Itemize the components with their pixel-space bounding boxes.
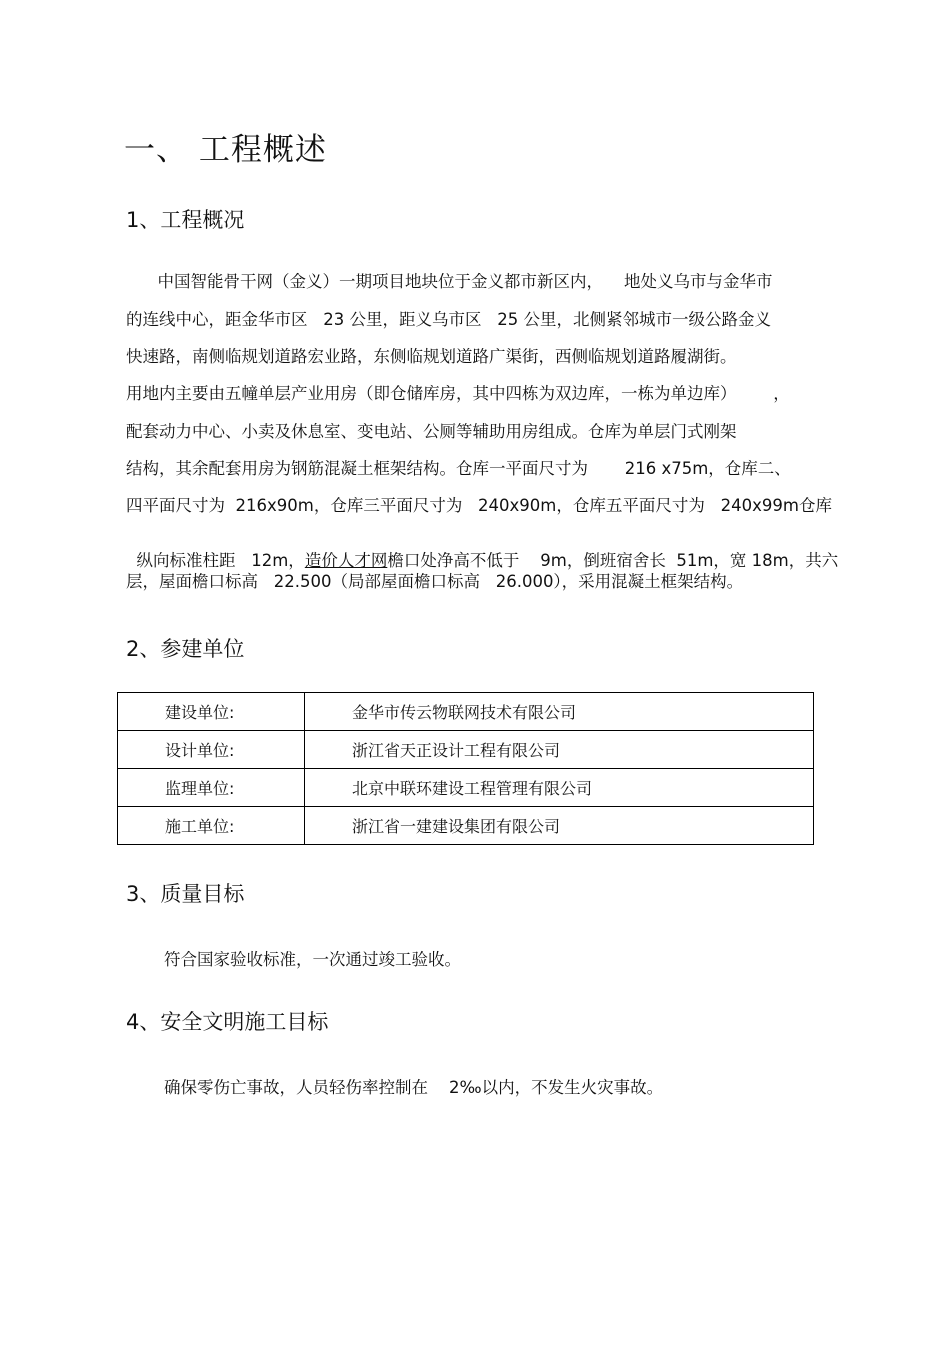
table-row — [118, 731, 814, 769]
paragraph-line: 的连线中心，距金华市区 23 公里，距义乌市区 25 公里，北侧紧邻城市一级公路金义 — [126, 310, 771, 329]
table-row — [118, 693, 814, 731]
table-row — [118, 769, 814, 807]
unit-label: 监理单位: — [118, 769, 305, 807]
paragraph-line: 中国智能骨干网（金义）一期项目地块位于金义都市新区内， 地处义乌市与金华市 — [126, 272, 773, 291]
unit-label: 设计单位: — [118, 731, 305, 769]
paragraph-text: 纵向标准柱距 12m， — [136, 550, 305, 570]
section-heading-overview: 1、工程概况 — [126, 208, 245, 232]
section-heading-safety: 4、安全文明施工目标 — [126, 1010, 329, 1034]
safety-text: 确保零伤亡事故，人员轻伤率控制在 2‰以内，不发生火灾事故。 — [164, 1078, 664, 1097]
unit-value: 浙江省天正设计工程有限公司 — [305, 731, 814, 769]
paragraph-line: 结构，其余配套用房为钢筋混凝土框架结构。仓库一平面尺寸为 216 x75m，仓库二、 — [126, 459, 791, 478]
paragraph-line: 配套动力中心、小卖及休息室、变电站、公厕等辅助用房组成。仓库为单层门式刚架 — [126, 422, 737, 441]
unit-value: 金华市传云物联网技术有限公司 — [305, 693, 814, 731]
unit-label: 施工单位: — [118, 807, 305, 845]
unit-label: 建设单位: — [118, 693, 305, 731]
unit-value: 浙江省一建建设集团有限公司 — [305, 807, 814, 845]
paragraph-line: 用地内主要由五幢单层产业用房（即仓储库房，其中四栋为双边库，一栋为单边库） ， — [126, 384, 790, 403]
paragraph-line: 四平面尺寸为 216x90m，仓库三平面尺寸为 240x90m，仓库五平面尺寸为 240x99m仓库 — [126, 496, 832, 515]
participants-table — [117, 692, 814, 845]
quality-text: 符合国家验收标准，一次通过竣工验收。 — [164, 950, 461, 969]
paragraph-line: 快速路，南侧临规划道路宏业路，东侧临规划道路广渠街，西侧临规划道路履湖街。 — [126, 347, 737, 366]
paragraph-text: 檐口处净高不低于 9m，倒班宿舍长 51m，宽 18m，共六 — [387, 550, 839, 570]
paragraph-line: 层，屋面檐口标高 22.500（局部屋面檐口标高 26.000），采用混凝土框架结构。 — [126, 572, 744, 591]
paragraph-line — [126, 536, 838, 569]
table-row — [118, 807, 814, 845]
section-heading-participants: 2、参建单位 — [126, 637, 245, 661]
section-heading-quality: 3、质量目标 — [126, 882, 245, 906]
unit-value: 北京中联环建设工程管理有限公司 — [305, 769, 814, 807]
site-link[interactable]: 造价人才网 — [304, 550, 388, 570]
page-title: 一、 工程概述 — [124, 132, 327, 168]
